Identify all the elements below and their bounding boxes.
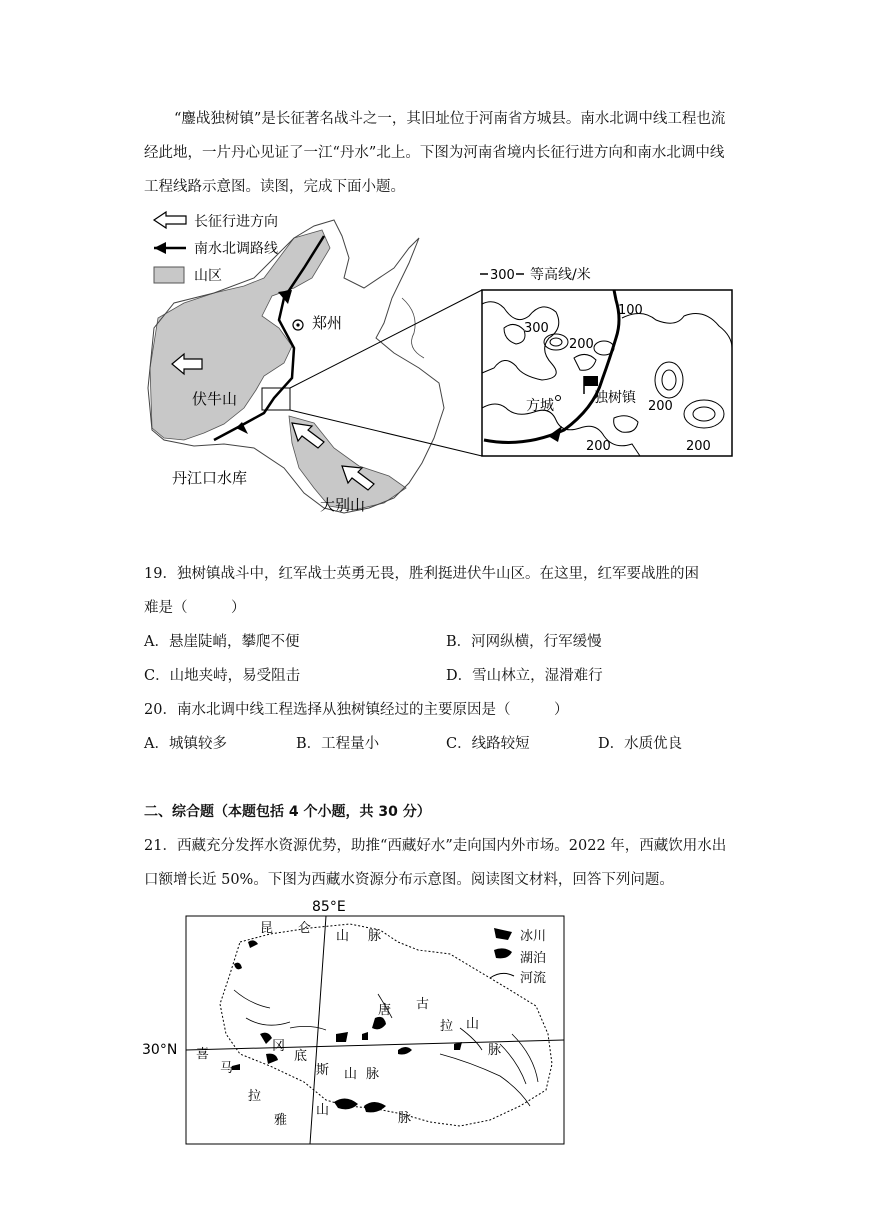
- q19-option-c: C．山地夹峙，易受阻击: [144, 668, 301, 684]
- svg-text:喜: 喜: [196, 1047, 210, 1062]
- legend-mountain-label: 山区: [194, 268, 222, 284]
- intro-paragraph: “鏖战独树镇”是长征著名战斗之一，其旧址位于河南省方城县。南水北调中线工程也流经此地，一片丹心见证了一江“丹水”北上。下图为河南省境内长征行进方向和南水北调中线工程线路示意图。读图，完成下面小题。: [144, 111, 726, 195]
- q20-option-a: A．城镇较多: [144, 736, 227, 752]
- svg-text:底: 底: [294, 1049, 308, 1064]
- svg-text:拉: 拉: [248, 1089, 262, 1104]
- dabie-label: 大别山: [320, 496, 366, 514]
- q19-option-d: D．雪山林立，湿滑难行: [446, 668, 603, 684]
- zhengzhou-label: 郑州: [312, 314, 343, 332]
- inset-label-200b: 200: [648, 399, 673, 414]
- inset-frame: [482, 290, 732, 456]
- legend-lake-label: 湖泊: [520, 951, 547, 966]
- funiu-label: 伏牛山: [192, 390, 238, 408]
- q19-option-b: B．河网纵横，行军缓慢: [446, 634, 602, 650]
- legend-river-label: 河流: [520, 971, 547, 986]
- q19-stem-line2: 难是（ ）: [144, 600, 246, 616]
- canal-arrow: [278, 290, 292, 304]
- legend-canal: [154, 240, 278, 257]
- svg-text:脉: 脉: [366, 1067, 380, 1082]
- svg-text:山: 山: [336, 929, 350, 944]
- svg-text:脉: 脉: [368, 929, 382, 944]
- dushuzhen-flag: [584, 376, 598, 386]
- svg-text:山: 山: [344, 1067, 358, 1082]
- legend-canal-label: 南水北调路线: [194, 241, 278, 257]
- section-title: 二、综合题（本题包括 4 个小题，共 30 分）: [144, 804, 431, 820]
- danjiangkou-label: 丹江口水库: [172, 469, 248, 487]
- henan-route-map: [144, 208, 736, 520]
- svg-text:唐: 唐: [378, 1003, 392, 1018]
- q20-stem: 20．南水北调中线工程选择从独树镇经过的主要原因是（ ）: [144, 702, 569, 718]
- legend-mountain: [154, 267, 222, 284]
- q19-stem-line1: 19．独树镇战斗中，红军战士英勇无畏，胜利挺进伏牛山区。在这里，红军要战胜的困: [144, 566, 699, 582]
- svg-text:脉: 脉: [398, 1111, 412, 1126]
- inset-label-200a: 200: [569, 337, 594, 352]
- tibet-water-map: [140, 894, 572, 1148]
- funiu-mountain-area: [150, 230, 330, 440]
- q19-option-a: A．悬崖陡峭，攀爬不便: [144, 634, 300, 650]
- inset-label-200c: 200: [586, 439, 611, 454]
- inset-dushuzhen-label: 独树镇: [594, 390, 636, 406]
- legend-march-label: 长征行进方向: [194, 214, 278, 230]
- fangcheng-marker: [556, 396, 561, 401]
- q20-option-d: D．水质优良: [598, 736, 683, 752]
- svg-text:古: 古: [416, 997, 430, 1012]
- inset-fangcheng-label: 方城: [526, 398, 554, 414]
- svg-text:马: 马: [220, 1061, 234, 1076]
- inset-label-100: 100: [618, 303, 643, 318]
- svg-text:山: 山: [466, 1017, 480, 1032]
- contour-legend-label: 等高线/米: [530, 267, 591, 283]
- legend-march: [154, 212, 278, 230]
- legend-glacier-label: 冰川: [520, 929, 547, 944]
- svg-text:斯: 斯: [316, 1063, 330, 1078]
- svg-text:雅: 雅: [274, 1113, 288, 1128]
- river: [402, 298, 424, 358]
- svg-text:拉: 拉: [440, 1019, 454, 1034]
- inset-label-300: 300: [524, 321, 549, 336]
- dushu-small-box: [262, 388, 290, 410]
- contour-legend-value: 300: [490, 268, 515, 283]
- lat-label: 30°N: [142, 1042, 178, 1058]
- svg-text:脉: 脉: [488, 1043, 502, 1058]
- svg-text:昆: 昆: [260, 921, 274, 936]
- svg-text:仑: 仑: [298, 921, 312, 936]
- q20-option-c: C．线路较短: [446, 736, 530, 752]
- lon-label: 85°E: [312, 899, 346, 915]
- svg-text:冈: 冈: [272, 1039, 286, 1054]
- svg-text:山: 山: [316, 1103, 330, 1118]
- inset-label-200d: 200: [686, 439, 711, 454]
- q21-text: 21．西藏充分发挥水资源优势，助推“西藏好水”走向国内外市场。2022 年，西藏饮用水出口额增长近 50%。下图为西藏水资源分布示意图。阅读图文材料，回答下列问题。: [144, 838, 727, 888]
- q20-option-b: B．工程量小: [296, 736, 380, 752]
